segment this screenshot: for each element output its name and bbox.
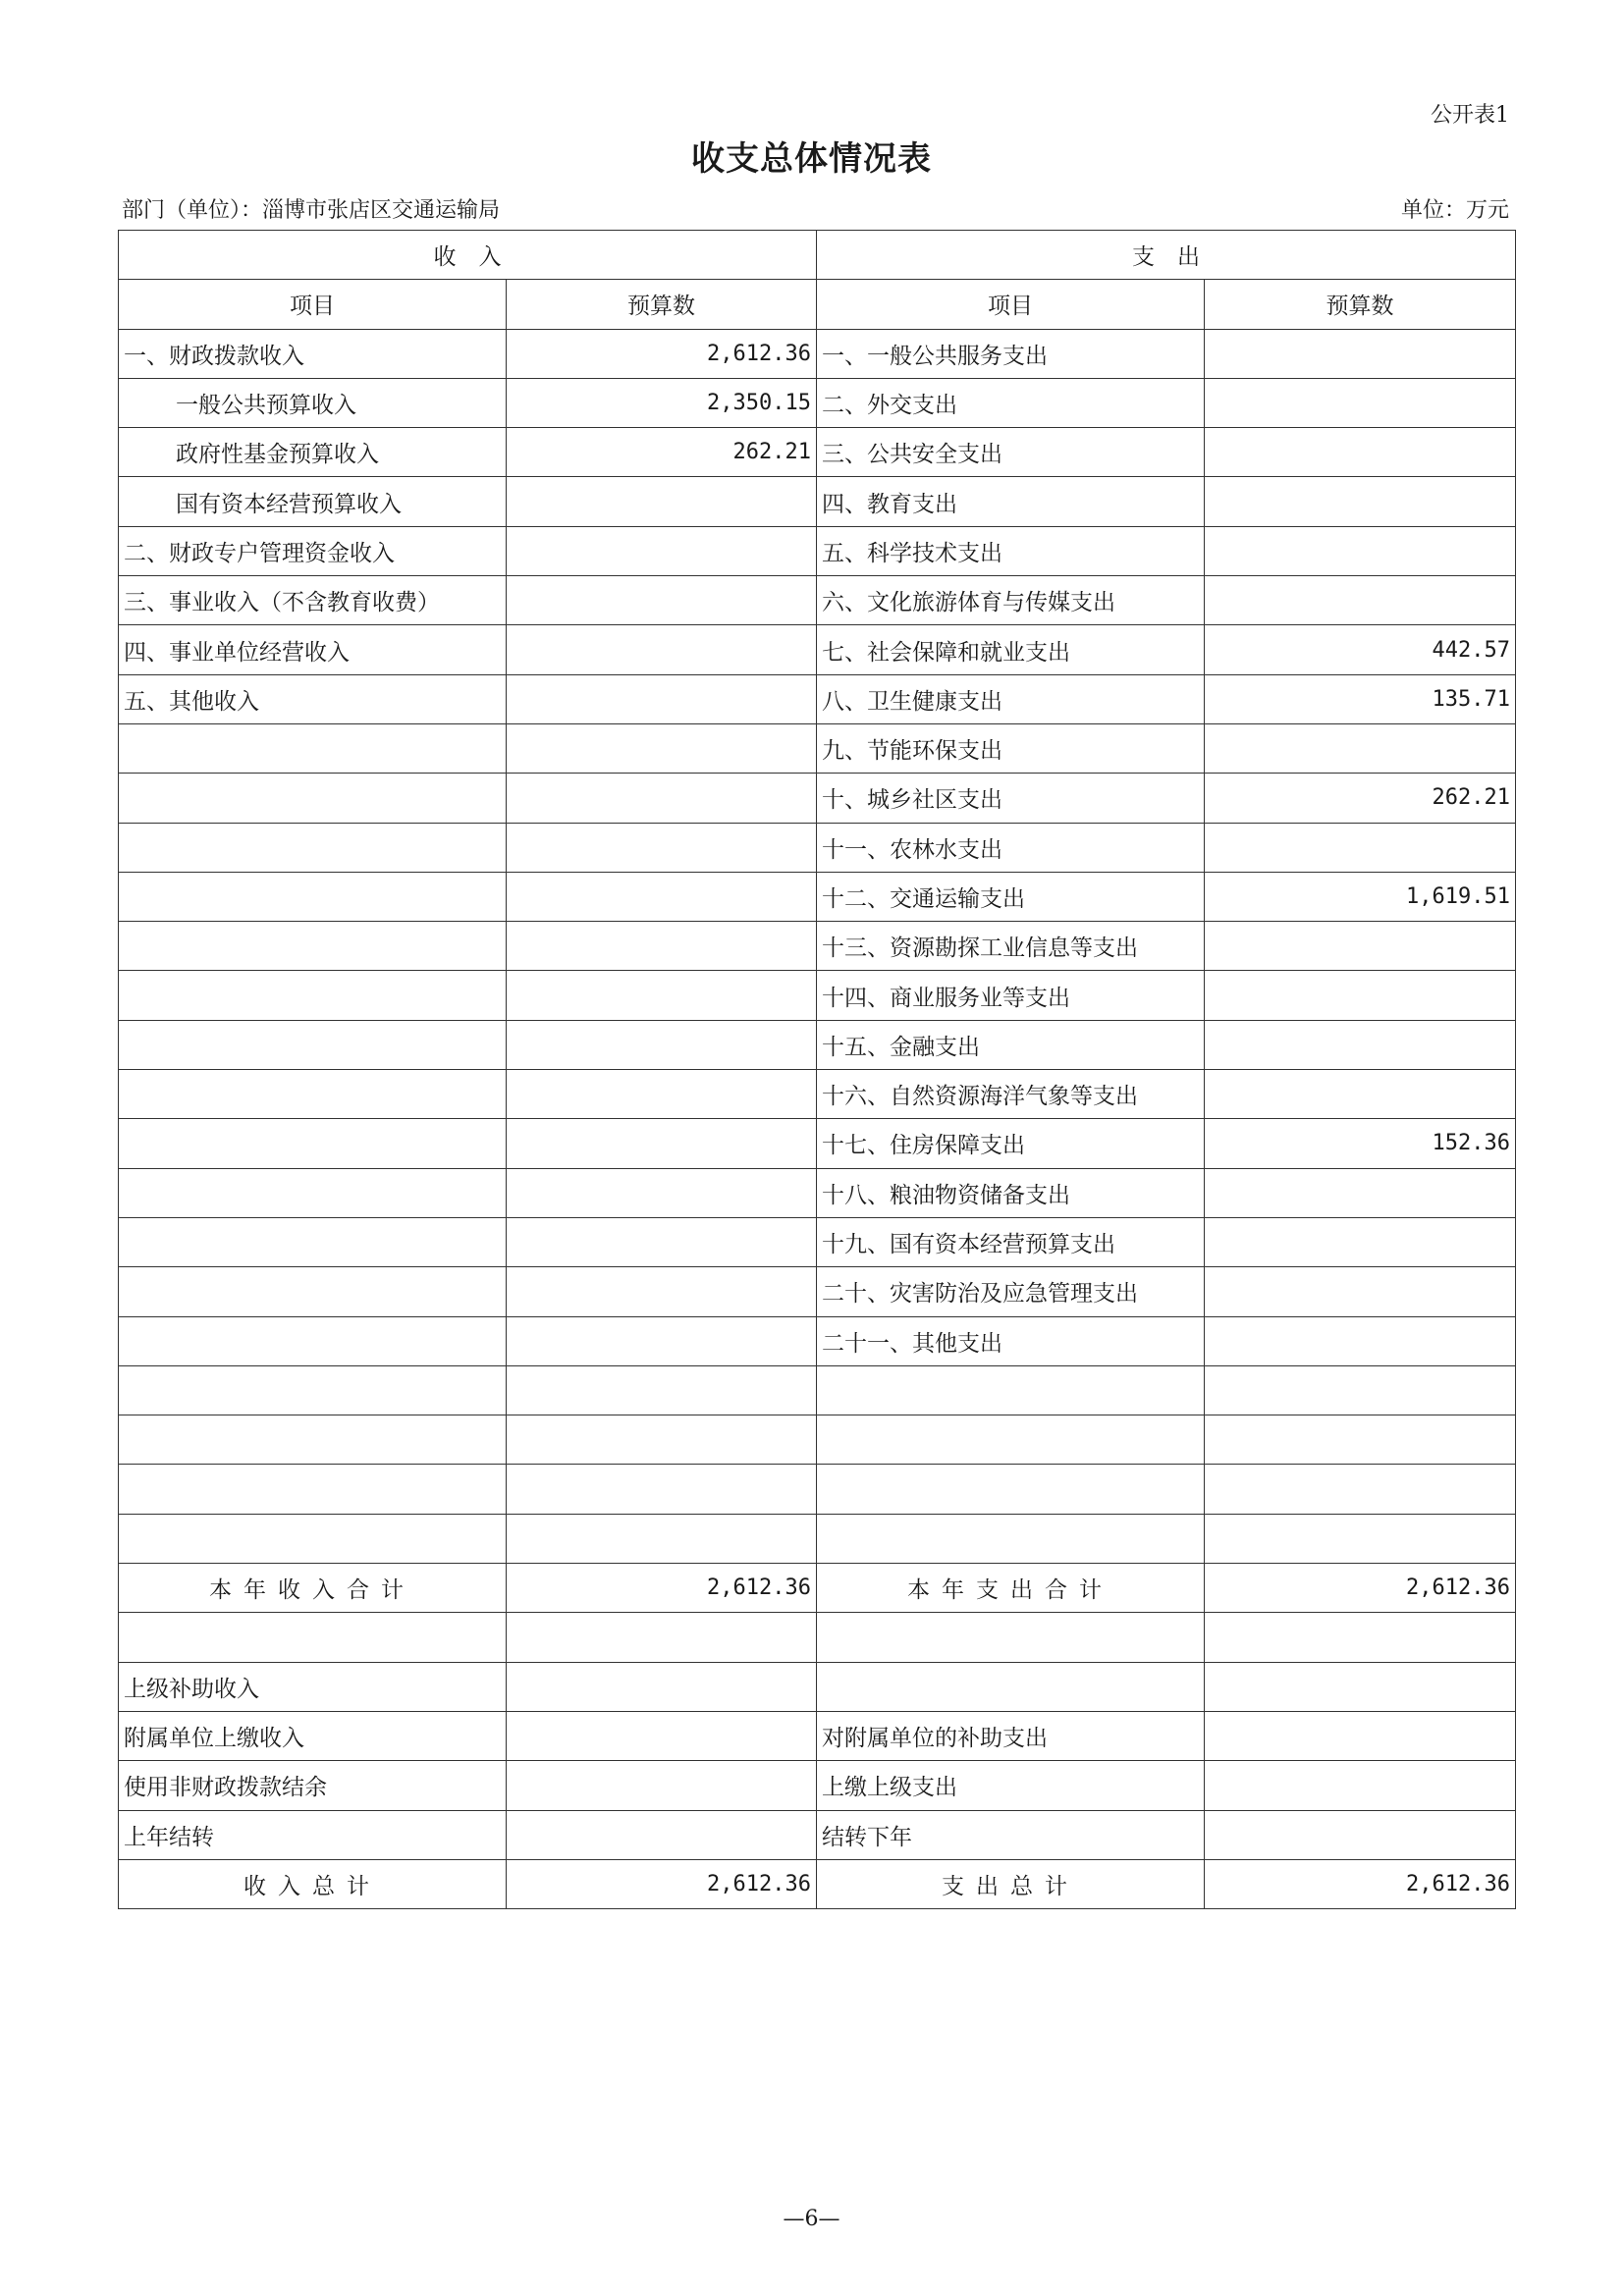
expense-item-cell [817, 1514, 1205, 1563]
year-income-total-label: 本年收入合计 [119, 1564, 507, 1613]
table-row [119, 428, 1516, 477]
table-row [119, 576, 1516, 625]
income-item-cell [119, 1168, 507, 1217]
expense-item-cell: 七、社会保障和就业支出 [817, 625, 1205, 674]
income-value-cell [507, 674, 817, 723]
table-row [119, 774, 1516, 823]
income-item-cell [119, 723, 507, 773]
expense-item-cell: 三、公共安全支出 [817, 428, 1205, 477]
expense-value-cell [1205, 723, 1516, 773]
expense-value-cell: 1,619.51 [1205, 872, 1516, 921]
income-value-cell [507, 1711, 817, 1760]
income-budget-header: 预算数 [507, 280, 817, 329]
grand-expense-total-label: 支出总计 [817, 1859, 1205, 1908]
income-value-cell [507, 774, 817, 823]
income-item-cell [119, 922, 507, 971]
grand-expense-total-value: 2,612.36 [1205, 1859, 1516, 1908]
table-row [119, 1365, 1516, 1415]
income-value-cell [507, 576, 817, 625]
expense-item-cell: 十六、自然资源海洋气象等支出 [817, 1070, 1205, 1119]
income-value-cell [507, 1465, 817, 1514]
income-item-cell [119, 1415, 507, 1465]
grand-income-total-label: 收入总计 [119, 1859, 507, 1908]
income-item-cell: 一、财政拨款收入 [119, 329, 507, 378]
income-value-cell [507, 1119, 817, 1168]
income-item-cell [119, 1613, 507, 1662]
income-item-cell: 一般公共预算收入 [119, 378, 507, 427]
expense-value-cell: 152.36 [1205, 1119, 1516, 1168]
expense-item-cell: 二、外交支出 [817, 378, 1205, 427]
expense-item-cell: 八、卫生健康支出 [817, 674, 1205, 723]
table-row [119, 1168, 1516, 1217]
expense-item-header: 项目 [817, 280, 1205, 329]
budget-table [118, 230, 1516, 1909]
expense-value-cell [1205, 329, 1516, 378]
year-expense-total-label: 本年支出合计 [817, 1564, 1205, 1613]
income-value-cell [507, 1168, 817, 1217]
expense-value-cell [1205, 823, 1516, 872]
table-row [119, 872, 1516, 921]
income-value-cell [507, 922, 817, 971]
expense-value-cell [1205, 1316, 1516, 1365]
expense-item-cell: 十四、商业服务业等支出 [817, 971, 1205, 1020]
expense-item-cell: 九、节能环保支出 [817, 723, 1205, 773]
expense-value-cell [1205, 1267, 1516, 1316]
table-row [119, 823, 1516, 872]
income-value-cell [507, 1761, 817, 1810]
income-item-cell [119, 1119, 507, 1168]
income-item-cell [119, 1365, 507, 1415]
income-item-cell: 三、事业收入（不含教育收费） [119, 576, 507, 625]
expense-item-cell: 四、教育支出 [817, 477, 1205, 526]
expense-value-cell [1205, 576, 1516, 625]
income-value-cell [507, 526, 817, 575]
income-item-cell [119, 1316, 507, 1365]
income-value-cell [507, 872, 817, 921]
income-value-cell [507, 1613, 817, 1662]
income-item-cell [119, 971, 507, 1020]
income-value-cell [507, 723, 817, 773]
expense-item-cell: 五、科学技术支出 [817, 526, 1205, 575]
expense-value-cell: 442.57 [1205, 625, 1516, 674]
income-value-cell [507, 1267, 817, 1316]
income-item-cell: 上年结转 [119, 1810, 507, 1859]
income-section-header: 收 入 [119, 231, 817, 280]
income-item-cell: 二、财政专户管理资金收入 [119, 526, 507, 575]
expense-item-cell: 六、文化旅游体育与传媒支出 [817, 576, 1205, 625]
income-value-cell [507, 1365, 817, 1415]
table-row [119, 329, 1516, 378]
income-item-cell [119, 823, 507, 872]
form-number: 公开表1 [1431, 103, 1509, 128]
expense-value-cell [1205, 1465, 1516, 1514]
table-row [119, 674, 1516, 723]
income-item-cell [119, 872, 507, 921]
year-income-total-value: 2,612.36 [507, 1564, 817, 1613]
grand-total-row [119, 1859, 1516, 1908]
expense-item-cell [817, 1465, 1205, 1514]
income-item-cell: 附属单位上缴收入 [119, 1711, 507, 1760]
income-value-cell [507, 971, 817, 1020]
expense-item-cell: 上缴上级支出 [817, 1761, 1205, 1810]
expense-item-cell: 十八、粮油物资储备支出 [817, 1168, 1205, 1217]
income-value-cell [507, 625, 817, 674]
column-header-row [119, 280, 1516, 329]
income-value-cell [507, 1514, 817, 1563]
table-row [119, 477, 1516, 526]
expense-value-cell [1205, 1514, 1516, 1563]
table-row [119, 526, 1516, 575]
year-total-row [119, 1564, 1516, 1613]
expense-value-cell [1205, 1613, 1516, 1662]
expense-item-cell: 二十一、其他支出 [817, 1316, 1205, 1365]
income-item-cell: 政府性基金预算收入 [119, 428, 507, 477]
expense-item-cell: 二十、灾害防治及应急管理支出 [817, 1267, 1205, 1316]
table-row [119, 1465, 1516, 1514]
expense-section-header: 支 出 [817, 231, 1516, 280]
expense-item-cell: 十三、资源勘探工业信息等支出 [817, 922, 1205, 971]
income-item-cell [119, 1020, 507, 1069]
table-row [119, 1514, 1516, 1563]
income-value-cell: 2,350.15 [507, 378, 817, 427]
expense-item-cell [817, 1415, 1205, 1465]
expense-item-cell [817, 1365, 1205, 1415]
table-row [119, 1020, 1516, 1069]
expense-item-cell: 十二、交通运输支出 [817, 872, 1205, 921]
expense-value-cell [1205, 1365, 1516, 1415]
income-item-cell [119, 1514, 507, 1563]
expense-value-cell [1205, 1415, 1516, 1465]
income-value-cell [507, 477, 817, 526]
income-value-cell [507, 1020, 817, 1069]
expense-value-cell: 135.71 [1205, 674, 1516, 723]
expense-value-cell [1205, 1168, 1516, 1217]
table-row [119, 378, 1516, 427]
expense-value-cell [1205, 1662, 1516, 1711]
expense-value-cell [1205, 1810, 1516, 1859]
table-row [119, 625, 1516, 674]
year-expense-total-value: 2,612.36 [1205, 1564, 1516, 1613]
expense-value-cell [1205, 1020, 1516, 1069]
income-item-cell: 国有资本经营预算收入 [119, 477, 507, 526]
page-number: —6— [783, 2207, 840, 2231]
table-row [119, 1070, 1516, 1119]
table-row [119, 1810, 1516, 1859]
table-row [119, 1119, 1516, 1168]
income-item-cell [119, 1465, 507, 1514]
expense-value-cell: 262.21 [1205, 774, 1516, 823]
grand-income-total-value: 2,612.36 [507, 1859, 817, 1908]
income-item-cell: 使用非财政拨款结余 [119, 1761, 507, 1810]
table-row [119, 971, 1516, 1020]
unit-label: 单位：万元 [1400, 198, 1509, 223]
income-value-cell [507, 1415, 817, 1465]
income-item-cell: 上级补助收入 [119, 1662, 507, 1711]
expense-value-cell [1205, 1761, 1516, 1810]
expense-item-cell [817, 1662, 1205, 1711]
table-row [119, 1761, 1516, 1810]
expense-value-cell [1205, 378, 1516, 427]
income-item-cell [119, 1267, 507, 1316]
expense-value-cell [1205, 526, 1516, 575]
table-row [119, 723, 1516, 773]
income-item-cell: 四、事业单位经营收入 [119, 625, 507, 674]
expense-item-cell: 十一、农林水支出 [817, 823, 1205, 872]
expense-item-cell [817, 1613, 1205, 1662]
income-value-cell [507, 1810, 817, 1859]
income-item-cell [119, 1070, 507, 1119]
income-value-cell [507, 1316, 817, 1365]
income-item-header: 项目 [119, 280, 507, 329]
expense-value-cell [1205, 477, 1516, 526]
expense-value-cell [1205, 1711, 1516, 1760]
expense-item-cell: 十、城乡社区支出 [817, 774, 1205, 823]
table-row [119, 1613, 1516, 1662]
table-row [119, 922, 1516, 971]
expense-value-cell [1205, 971, 1516, 1020]
expense-item-cell: 一、一般公共服务支出 [817, 329, 1205, 378]
expense-value-cell [1205, 1070, 1516, 1119]
income-value-cell: 2,612.36 [507, 329, 817, 378]
income-item-cell: 五、其他收入 [119, 674, 507, 723]
expense-item-cell: 结转下年 [817, 1810, 1205, 1859]
table-row [119, 1662, 1516, 1711]
table-row [119, 1711, 1516, 1760]
table-row [119, 1217, 1516, 1266]
income-item-cell [119, 1217, 507, 1266]
expense-value-cell [1205, 428, 1516, 477]
expense-item-cell: 对附属单位的补助支出 [817, 1711, 1205, 1760]
expense-value-cell [1205, 1217, 1516, 1266]
expense-value-cell [1205, 922, 1516, 971]
income-value-cell [507, 1217, 817, 1266]
income-item-cell [119, 774, 507, 823]
income-value-cell [507, 823, 817, 872]
income-value-cell [507, 1070, 817, 1119]
page-title: 收支总体情况表 [691, 139, 932, 179]
section-header-row [119, 231, 1516, 280]
income-value-cell [507, 1662, 817, 1711]
table-row [119, 1316, 1516, 1365]
income-value-cell: 262.21 [507, 428, 817, 477]
table-row [119, 1267, 1516, 1316]
expense-budget-header: 预算数 [1205, 280, 1516, 329]
table-row [119, 1415, 1516, 1465]
expense-item-cell: 十七、住房保障支出 [817, 1119, 1205, 1168]
expense-item-cell: 十五、金融支出 [817, 1020, 1205, 1069]
expense-item-cell: 十九、国有资本经营预算支出 [817, 1217, 1205, 1266]
department-label: 部门（单位）：淄博市张店区交通运输局 [122, 198, 501, 223]
